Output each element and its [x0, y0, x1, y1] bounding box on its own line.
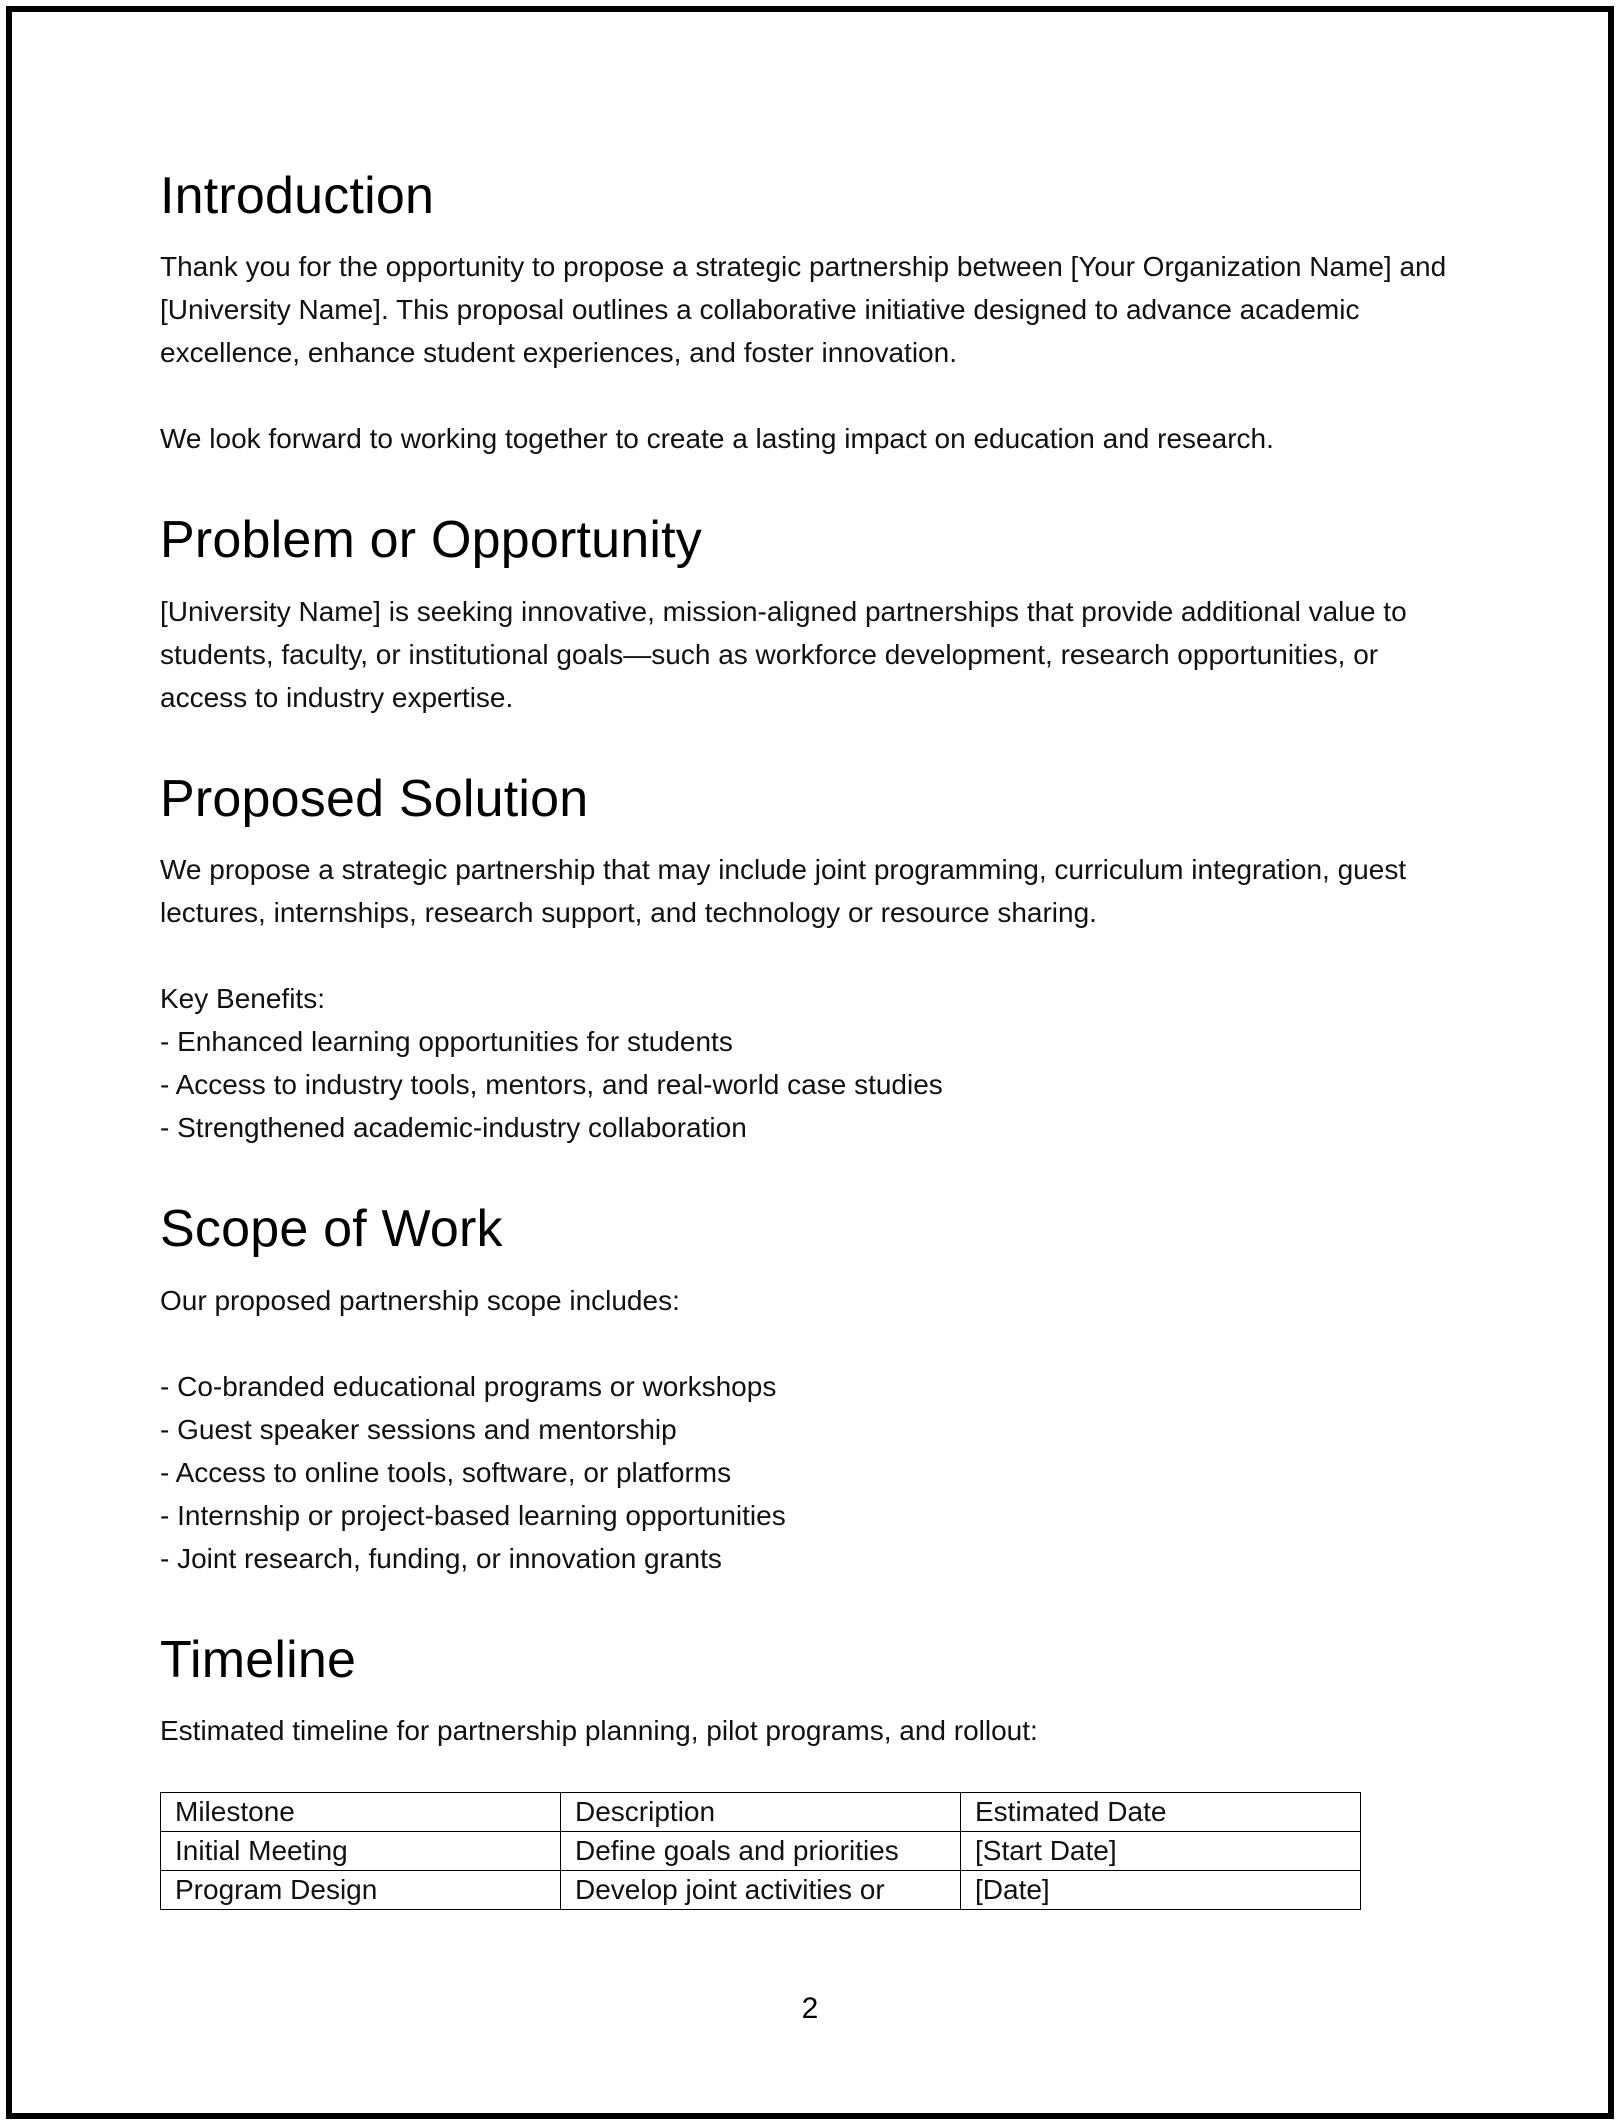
table-cell: Program Design: [161, 1870, 561, 1909]
solution-heading: Proposed Solution: [160, 769, 589, 828]
scope-intro: Our proposed partnership scope includes:: [160, 1284, 680, 1316]
table-cell: [Start Date]: [961, 1831, 1361, 1870]
timeline-heading: Timeline: [160, 1630, 357, 1689]
problem-heading: Problem or Opportunity: [160, 511, 702, 570]
problem-section: [160, 509, 1460, 718]
scope-item: - Co-branded educational programs or workshops: [160, 1365, 1460, 1408]
scope-heading: Scope of Work: [160, 1200, 503, 1259]
table-row: [161, 1870, 1361, 1909]
benefit-item: - Strengthened academic-industry collaboration: [160, 1106, 1460, 1149]
page-number: 2: [801, 1992, 819, 2025]
table-header-cell: Description: [561, 1792, 961, 1831]
scope-item: - Internship or project-based learning opportunities: [160, 1494, 1460, 1537]
benefit-item: - Enhanced learning opportunities for students: [160, 1020, 1460, 1063]
benefit-item: - Access to industry tools, mentors, and real-world case studies: [160, 1063, 1460, 1106]
key-benefits-label: Key Benefits:: [160, 983, 325, 1015]
introduction-section: [160, 165, 1460, 460]
problem-paragraph: [University Name] is seeking innovative, mission-aligned partnerships that provide additional value to students, faculty, or institutional goals—such as workforce development, research opportunities, or access to industry expertise.: [160, 595, 1407, 713]
key-benefits-list: [160, 1020, 1460, 1149]
scope-item: - Access to online tools, software, or platforms: [160, 1451, 1460, 1494]
timeline-section: [160, 1629, 1460, 1910]
table-header-cell: Milestone: [161, 1792, 561, 1831]
document-body: [160, 165, 1460, 1910]
scope-item: - Guest speaker sessions and mentorship: [160, 1408, 1460, 1451]
timeline-intro: Estimated timeline for partnership planning, pilot programs, and rollout:: [160, 1714, 1038, 1746]
solution-section: [160, 768, 1460, 1149]
table-cell: Develop joint activities or: [561, 1870, 961, 1909]
solution-paragraph: We propose a strategic partnership that may include joint programming, curriculum integration, guest lectures, internships, research support, and technology or resource sharing.: [160, 854, 1407, 929]
scope-list: [160, 1365, 1460, 1580]
timeline-table: [160, 1792, 1361, 1910]
table-cell: [Date]: [961, 1870, 1361, 1909]
table-row: [161, 1831, 1361, 1870]
table-header-cell: Estimated Date: [961, 1792, 1361, 1831]
scope-section: [160, 1198, 1460, 1579]
scope-item: - Joint research, funding, or innovation grants: [160, 1537, 1460, 1580]
introduction-paragraph-1: Thank you for the opportunity to propose a strategic partnership between [Your Organization Name] and [University Name]. This proposal outlines a collaborative initiative designed to advance academic excellence, enhance student experiences, and foster innovation.: [160, 251, 1447, 369]
introduction-paragraph-2: We look forward to working together to create a lasting impact on education and research.: [160, 423, 1274, 455]
table-header-row: [161, 1792, 1361, 1831]
table-cell: Initial Meeting: [161, 1831, 561, 1870]
table-cell: Define goals and priorities: [561, 1831, 961, 1870]
introduction-heading: Introduction: [160, 167, 435, 225]
